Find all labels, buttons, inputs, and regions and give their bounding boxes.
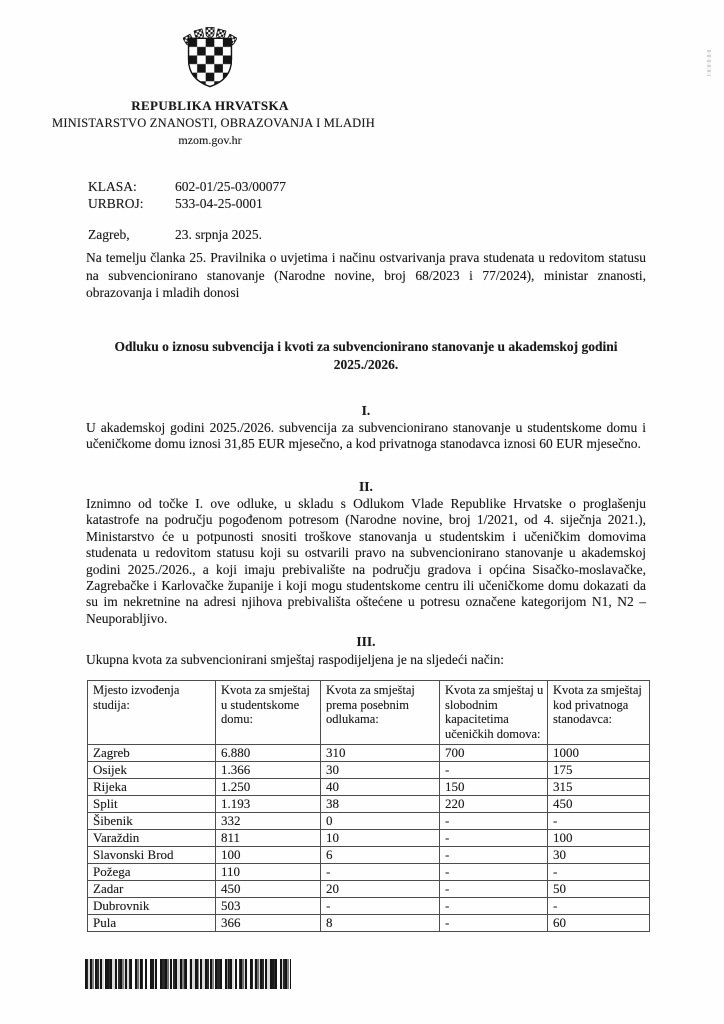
- table-row: [88, 762, 650, 779]
- barcode: [85, 959, 291, 989]
- city-cell: Slavonski Brod: [88, 847, 216, 864]
- quota-cell: 150: [440, 779, 548, 796]
- quota-cell: 10: [321, 830, 440, 847]
- quota-cell: 450: [548, 796, 650, 813]
- city-cell: Zadar: [88, 881, 216, 898]
- section-1-heading: I.: [361, 403, 371, 418]
- quota-cell: 6: [321, 847, 440, 864]
- quota-cell: 100: [548, 830, 650, 847]
- quota-cell: -: [321, 864, 440, 881]
- klasa-row: [88, 178, 286, 195]
- quota-cell: 310: [321, 745, 440, 762]
- quota-cell: 6.880: [216, 745, 321, 762]
- quota-cell: 315: [548, 779, 650, 796]
- city-cell: Rijeka: [88, 779, 216, 796]
- quota-cell: -: [548, 813, 650, 830]
- quota-cell: 220: [440, 796, 548, 813]
- date-value: 23. srpnja 2025.: [175, 227, 262, 242]
- quota-cell: 30: [548, 847, 650, 864]
- quota-cell: -: [548, 864, 650, 881]
- letterhead: [52, 24, 375, 148]
- city-cell: Šibenik: [88, 813, 216, 830]
- header-cell-student-dorm: Kvota za smještaj u studentskome domu:: [216, 681, 321, 745]
- city-cell: Pula: [88, 915, 216, 932]
- quota-cell: 30: [321, 762, 440, 779]
- city-cell: Požega: [88, 864, 216, 881]
- header-cell-city: Mjesto izvođenja studija:: [88, 681, 216, 745]
- city-cell: Osijek: [88, 762, 216, 779]
- croatia-coat-of-arms-icon: [183, 24, 237, 92]
- quota-cell: 0: [321, 813, 440, 830]
- quota-cell: 450: [216, 881, 321, 898]
- table-row: [88, 796, 650, 813]
- quota-cell: 38: [321, 796, 440, 813]
- preamble-paragraph: Na temelju članka 25. Pravilnika o uvjetima i načinu ostvarivanja prava studenata u redovitom statusu na subvencionirano stanovanje (Narodne novine, broj 68/2023 i 77/2024), ministar znanosti, obrazovanja i mladih donosi: [86, 250, 646, 300]
- table-row: [88, 847, 650, 864]
- ministry-website: mzom.gov.hr: [178, 133, 242, 147]
- quota-cell: 60: [548, 915, 650, 932]
- city-cell: Split: [88, 796, 216, 813]
- section-1-text: U akademskoj godini 2025./2026. subvencija za subvencionirano stanovanje u studentskome domu i učeničkome domu iznosi 31,85 EUR mjesečno, a kod privatnoga stanodavca iznosi 60 EUR mjesečno.: [86, 420, 646, 452]
- table-row: [88, 745, 650, 762]
- place-label: Zagreb,: [88, 227, 130, 242]
- quota-cell: 811: [216, 830, 321, 847]
- section-3-text: Ukupna kvota za subvencionirani smještaj raspodijeljena je na sljedeći način:: [86, 652, 504, 667]
- quota-cell: 1.366: [216, 762, 321, 779]
- quota-cell: 20: [321, 881, 440, 898]
- quota-cell: 700: [440, 745, 548, 762]
- quota-cell: -: [548, 898, 650, 915]
- quota-cell: 1.193: [216, 796, 321, 813]
- section-3-heading: III.: [356, 634, 376, 649]
- quota-cell: -: [440, 864, 548, 881]
- quota-cell: 175: [548, 762, 650, 779]
- table-row: [88, 864, 650, 881]
- quota-cell: -: [440, 881, 548, 898]
- quota-cell: 1000: [548, 745, 650, 762]
- date-row: [88, 226, 286, 243]
- urbroj-label: URBROJ:: [88, 196, 144, 211]
- quota-cell: 50: [548, 881, 650, 898]
- section-2-text: Iznimno od točke I. ove odluke, u skladu s Odlukom Vlade Republike Hrvatske o proglašenju katastrofe na području pogođenom potresom (Narodne novine, broj 1/2021, od 4. siječnja 2021.), Ministarstvo će u potpunosti snositi troškove stanovanja u studentskim i učeničkim domovima studenata u redovitom statusu koji su ostvarili pravo na subvencionirano stanovanje u akademskoj godini 2025./2026., a koji imaju prebivalište na području gradova i općina Sisačko-moslavačke, Zagrebačke i Karlovačke županije i koji mogu studentskome centru ili učeničkome domu dokazati da su im nekretnine na adresi njihova prebivališta oštećene u potresu označene kategorijom N1, N2 – Neuporabljivo.: [86, 496, 646, 626]
- table-row: [88, 881, 650, 898]
- table-row: [88, 915, 650, 932]
- quota-table: [87, 680, 650, 932]
- table-row: [88, 813, 650, 830]
- ministry-name: MINISTARSTVO ZNANOSTI, OBRAZOVANJA I MLADIH: [52, 116, 375, 130]
- quota-cell: -: [440, 898, 548, 915]
- header-cell-pupil-dorm: Kvota za smještaj u slobodnim kapacitetima učeničkih domova:: [440, 681, 548, 745]
- header-cell-private-landlord: Kvota za smještaj kod privatnoga stanodavca:: [548, 681, 650, 745]
- country-name: REPUBLIKA HRVATSKA: [131, 98, 289, 113]
- quota-cell: 366: [216, 915, 321, 932]
- header-cell-special-decisions: Kvota za smještaj prema posebnim odlukama:: [321, 681, 440, 745]
- quota-cell: 8: [321, 915, 440, 932]
- city-cell: Varaždin: [88, 830, 216, 847]
- table-header-row: [88, 681, 650, 745]
- quota-cell: -: [440, 847, 548, 864]
- quota-table-header: [88, 681, 650, 745]
- quota-cell: 332: [216, 813, 321, 830]
- urbroj-value: 533-04-25-0001: [175, 196, 263, 211]
- quota-cell: -: [321, 898, 440, 915]
- reference-block: [88, 178, 286, 243]
- table-row: [88, 898, 650, 915]
- section-2-heading: II.: [359, 479, 373, 494]
- klasa-value: 602-01/25-03/00077: [175, 179, 286, 194]
- quota-table-body: [88, 745, 650, 932]
- quota-cell: 110: [216, 864, 321, 881]
- quota-cell: -: [440, 830, 548, 847]
- quota-cell: 100: [216, 847, 321, 864]
- urbroj-row: [88, 195, 286, 212]
- quota-cell: -: [440, 813, 548, 830]
- table-row: [88, 830, 650, 847]
- quota-cell: 40: [321, 779, 440, 796]
- klasa-label: KLASA:: [88, 179, 137, 194]
- decision-title: Odluku o iznosu subvencija i kvoti za subvencionirano stanovanje u akademskoj godini 2025./2026.: [114, 339, 618, 372]
- quota-cell: -: [440, 915, 548, 932]
- city-cell: Zagreb: [88, 745, 216, 762]
- quota-cell: -: [440, 762, 548, 779]
- quota-cell: 503: [216, 898, 321, 915]
- city-cell: Dubrovnik: [88, 898, 216, 915]
- quota-cell: 1.250: [216, 779, 321, 796]
- table-row: [88, 779, 650, 796]
- scan-artifact: [707, 50, 711, 76]
